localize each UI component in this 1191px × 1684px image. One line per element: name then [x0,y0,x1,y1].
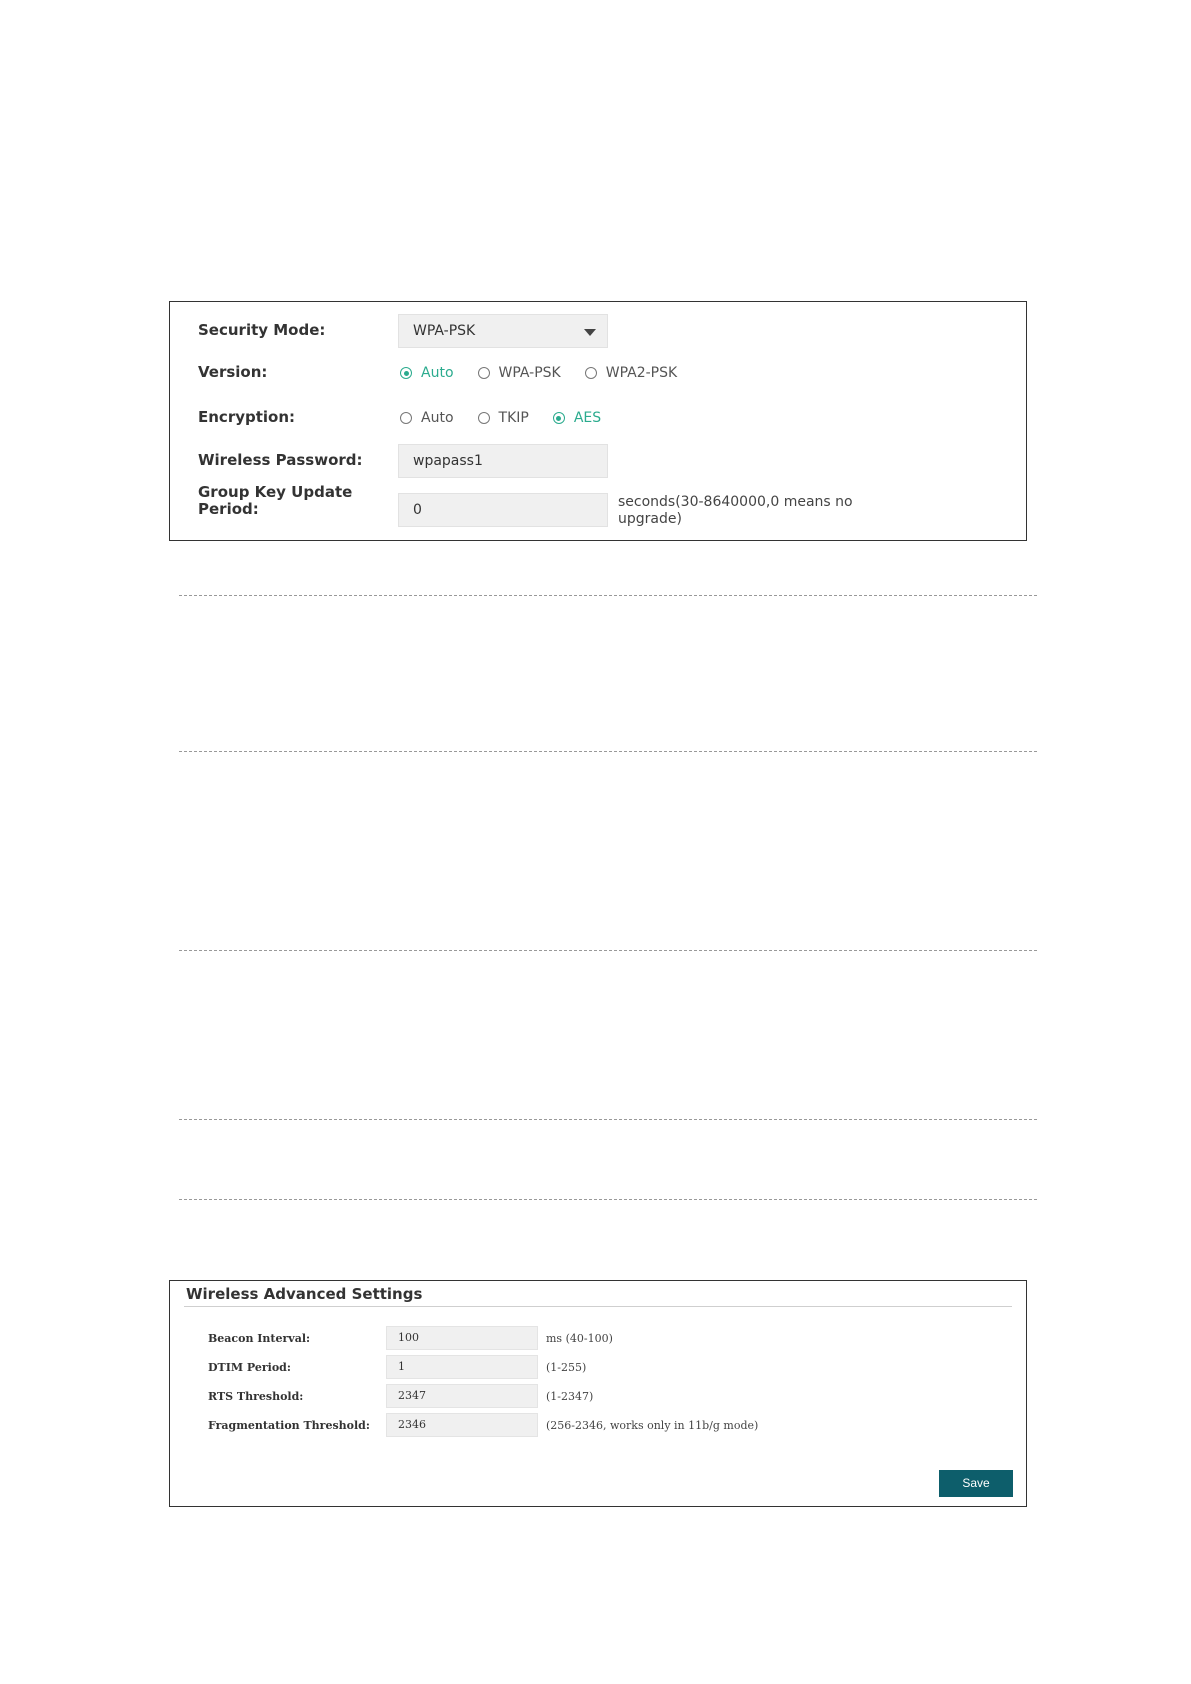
fragmentation-threshold-hint: (256-2346, works only in 11b/g mode) [546,1419,759,1432]
encryption-label: Encryption: [198,408,296,426]
rts-threshold-label: RTS Threshold: [208,1390,304,1403]
version-option-label: WPA-PSK [498,365,561,381]
dashed-divider [179,1199,1037,1200]
wireless-advanced-settings-panel [169,1280,1027,1507]
version-radio-group [400,363,701,383]
security-mode-select[interactable] [398,314,608,348]
encryption-radio-tkip[interactable] [478,410,529,426]
dashed-divider [179,751,1037,752]
security-mode-value: WPA-PSK [413,323,476,339]
fragmentation-threshold-label: Fragmentation Threshold: [208,1419,370,1432]
panel-title: Wireless Advanced Settings [186,1285,423,1303]
version-radio-wpa-psk[interactable] [478,365,561,381]
version-radio-wpa2-psk[interactable] [585,365,677,381]
group-key-label-line2: Period: [198,500,259,518]
encryption-option-label: AES [573,410,602,426]
radio-unchecked-icon [478,412,490,424]
dtim-period-hint: (1-255) [546,1361,587,1374]
group-key-hint-line2: upgrade) [618,511,682,527]
dashed-divider [179,950,1037,951]
group-key-label-line1: Group Key Update [198,483,353,501]
dashed-divider [179,1119,1037,1120]
radio-unchecked-icon [585,367,597,379]
encryption-option-label: Auto [421,410,454,426]
dtim-period-input[interactable]: 1 [386,1355,538,1379]
beacon-interval-hint: ms (40-100) [546,1332,613,1345]
group-key-hint [618,494,878,528]
wireless-password-label: Wireless Password: [198,451,363,469]
security-settings-panel [169,301,1027,541]
chevron-down-icon [584,329,596,336]
wireless-password-input[interactable]: wpapass1 [398,444,608,478]
version-option-label: Auto [421,365,454,381]
fragmentation-threshold-input[interactable]: 2346 [386,1413,538,1437]
group-key-hint-line1: seconds(30-8640000,0 means no [618,494,853,510]
dashed-divider [179,595,1037,596]
encryption-option-label: TKIP [498,410,529,426]
security-mode-label: Security Mode: [198,321,326,339]
radio-unchecked-icon [400,412,412,424]
dtim-period-label: DTIM Period: [208,1361,291,1374]
beacon-interval-input[interactable]: 100 [386,1326,538,1350]
save-button[interactable]: Save [939,1470,1013,1497]
radio-checked-icon [553,412,565,424]
group-key-period-input[interactable]: 0 [398,493,608,527]
version-radio-auto[interactable] [400,365,454,381]
version-label: Version: [198,363,268,381]
encryption-radio-auto[interactable] [400,410,454,426]
rts-threshold-hint: (1-2347) [546,1390,594,1403]
beacon-interval-label: Beacon Interval: [208,1332,311,1345]
title-divider [184,1306,1012,1307]
version-option-label: WPA2-PSK [605,365,678,381]
radio-unchecked-icon [478,367,490,379]
encryption-radio-group [400,408,625,428]
encryption-radio-aes[interactable] [553,410,601,426]
rts-threshold-input[interactable]: 2347 [386,1384,538,1408]
radio-checked-icon [400,367,412,379]
